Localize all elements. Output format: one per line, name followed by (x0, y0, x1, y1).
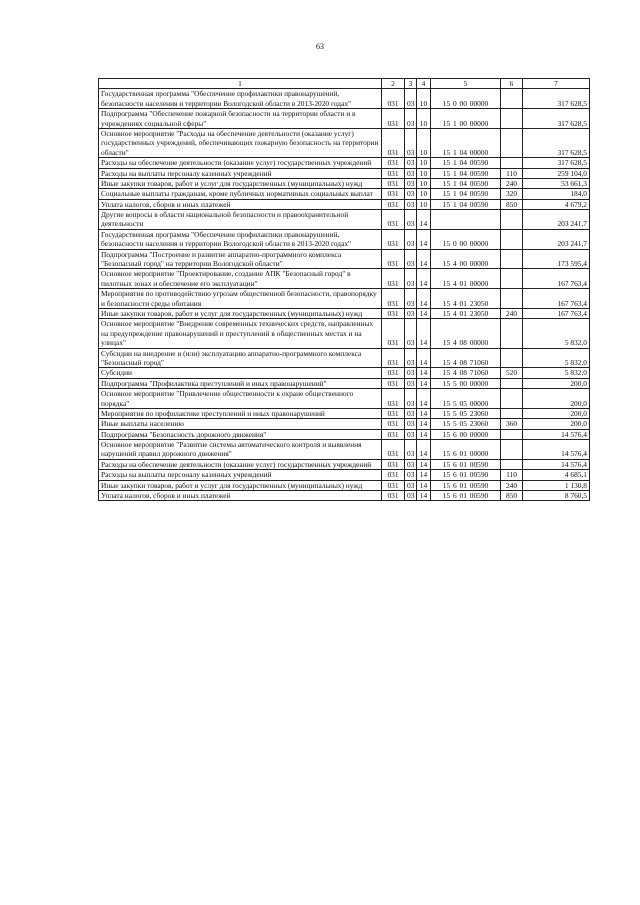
target-article-cell: 15 6 01 00590 (431, 470, 501, 480)
target-article-cell: 15 0 00 00000 (431, 229, 501, 249)
table-row (99, 199, 590, 209)
ministry-code-cell: 031 (382, 178, 405, 188)
table-row (99, 178, 590, 188)
subsection-code-cell: 14 (417, 429, 431, 439)
expense-type-cell (501, 210, 523, 230)
amount-cell: 173 595,4 (523, 249, 590, 269)
amount-cell: 167 763,4 (523, 289, 590, 309)
section-code-cell: 03 (405, 128, 417, 157)
header-cell: 6 (501, 79, 523, 89)
row-name-cell: Субсидии на внедрение и (или) эксплуатацию аппаратно-программного комплекса "Безопасный город" (99, 348, 382, 368)
target-article-cell: 15 1 00 00000 (431, 109, 501, 129)
section-code-cell: 03 (405, 89, 417, 109)
section-code-cell: 03 (405, 408, 417, 418)
subsection-code-cell: 10 (417, 199, 431, 209)
row-name-cell: Иные закупки товаров, работ и услуг для государственных (муниципальных) нужд (99, 178, 382, 188)
section-code-cell: 03 (405, 189, 417, 199)
amount-cell: 317 628,5 (523, 109, 590, 129)
expense-type-cell (501, 378, 523, 388)
ministry-code-cell: 031 (382, 269, 405, 289)
subsection-code-cell: 14 (417, 210, 431, 230)
ministry-code-cell: 031 (382, 199, 405, 209)
target-article-cell (431, 210, 501, 230)
table-row (99, 348, 590, 368)
section-code-cell: 03 (405, 289, 417, 309)
amount-cell: 317 628,5 (523, 158, 590, 168)
table-row (99, 429, 590, 439)
table-row (99, 249, 590, 269)
target-article-cell: 15 5 05 23060 (431, 408, 501, 418)
section-code-cell: 03 (405, 249, 417, 269)
section-code-cell: 03 (405, 470, 417, 480)
expense-type-cell: 110 (501, 168, 523, 178)
table-row (99, 319, 590, 348)
subsection-code-cell: 14 (417, 408, 431, 418)
row-name-cell: Подпрограмма "Обеспечение пожарной безопасности на территории области и в учреждениях социальной сферы" (99, 109, 382, 129)
table-row (99, 368, 590, 378)
expense-type-cell: 850 (501, 199, 523, 209)
table-row (99, 440, 590, 460)
table-row (99, 189, 590, 199)
section-code-cell: 03 (405, 389, 417, 409)
expense-type-cell (501, 128, 523, 157)
ministry-code-cell: 031 (382, 348, 405, 368)
subsection-code-cell: 14 (417, 308, 431, 318)
row-name-cell: Подпрограмма "Профилактика преступлений и иных правонарушений" (99, 378, 382, 388)
target-article-cell: 15 1 04 00590 (431, 158, 501, 168)
table-row (99, 419, 590, 429)
amount-cell: 4 679,2 (523, 199, 590, 209)
expense-type-cell (501, 158, 523, 168)
subsection-code-cell: 14 (417, 289, 431, 309)
subsection-code-cell: 10 (417, 158, 431, 168)
target-article-cell: 15 6 01 00590 (431, 480, 501, 490)
table-row (99, 128, 590, 157)
row-name-cell: Расходы на обеспечение деятельности (оказание услуг) государственных учреждений (99, 158, 382, 168)
row-name-cell: Государственная программа "Обеспечение профилактики правонарушений, безопасности населения и территории Вологодской области в 2013-2020 годах" (99, 89, 382, 109)
subsection-code-cell: 14 (417, 368, 431, 378)
table-row (99, 408, 590, 418)
amount-cell: 5 832,0 (523, 348, 590, 368)
expense-type-cell (501, 269, 523, 289)
amount-cell: 14 576,4 (523, 440, 590, 460)
ministry-code-cell: 031 (382, 378, 405, 388)
target-article-cell: 15 1 04 00590 (431, 189, 501, 199)
subsection-code-cell: 10 (417, 189, 431, 199)
table-row (99, 109, 590, 129)
amount-cell: 1 130,8 (523, 480, 590, 490)
target-article-cell: 15 4 01 23050 (431, 308, 501, 318)
row-name-cell: Другие вопросы в области национальной безопасности и правоохранительной деятельности (99, 210, 382, 230)
ministry-code-cell: 031 (382, 319, 405, 348)
row-name-cell: Иные закупки товаров, работ и услуг для государственных (муниципальных) нужд (99, 308, 382, 318)
expense-type-cell: 240 (501, 480, 523, 490)
target-article-cell: 15 5 05 00000 (431, 389, 501, 409)
ministry-code-cell: 031 (382, 229, 405, 249)
table-row (99, 229, 590, 249)
subsection-code-cell: 14 (417, 269, 431, 289)
ministry-code-cell: 031 (382, 308, 405, 318)
amount-cell: 5 832,0 (523, 319, 590, 348)
section-code-cell: 03 (405, 459, 417, 469)
table-row (99, 308, 590, 318)
row-name-cell: Основное мероприятие "Привлечение общественности к охране общественного порядка" (99, 389, 382, 409)
amount-cell: 259 104,0 (523, 168, 590, 178)
target-article-cell: 15 5 00 00000 (431, 378, 501, 388)
ministry-code-cell: 031 (382, 189, 405, 199)
table-row (99, 480, 590, 490)
subsection-code-cell: 14 (417, 348, 431, 368)
row-name-cell: Иные закупки товаров, работ и услуг для государственных (муниципальных) нужд (99, 480, 382, 490)
header-cell: 2 (382, 79, 405, 89)
ministry-code-cell: 031 (382, 168, 405, 178)
row-name-cell: Уплата налогов, сборов и иных платежей (99, 491, 382, 501)
ministry-code-cell: 031 (382, 109, 405, 129)
header-cell: 5 (431, 79, 501, 89)
section-code-cell: 03 (405, 158, 417, 168)
table-row (99, 470, 590, 480)
amount-cell: 200,0 (523, 419, 590, 429)
subsection-code-cell: 14 (417, 440, 431, 460)
expense-type-cell (501, 319, 523, 348)
subsection-code-cell: 10 (417, 128, 431, 157)
section-code-cell: 03 (405, 368, 417, 378)
table-row (99, 168, 590, 178)
section-code-cell: 03 (405, 199, 417, 209)
section-code-cell: 03 (405, 348, 417, 368)
ministry-code-cell: 031 (382, 128, 405, 157)
target-article-cell: 15 0 00 00000 (431, 89, 501, 109)
amount-cell: 200,0 (523, 378, 590, 388)
row-name-cell: Основное мероприятие "Расходы на обеспечение деятельности (оказание услуг) государственных учреждений, обеспечивающих пожарную безопасность на территории области" (99, 128, 382, 157)
expense-type-cell: 360 (501, 419, 523, 429)
row-name-cell: Основное мероприятие "Развитие системы автоматического контроля и выявления нарушений правил дорожного движения" (99, 440, 382, 460)
expense-type-cell (501, 229, 523, 249)
section-code-cell: 03 (405, 491, 417, 501)
subsection-code-cell: 14 (417, 480, 431, 490)
row-name-cell: Подпрограмма "Безопасность дорожного движения" (99, 429, 382, 439)
amount-cell: 167 763,4 (523, 308, 590, 318)
table-header-row (99, 79, 590, 89)
section-code-cell: 03 (405, 269, 417, 289)
table-row (99, 459, 590, 469)
subsection-code-cell: 14 (417, 229, 431, 249)
header-cell: 3 (405, 79, 417, 89)
table-row (99, 289, 590, 309)
subsection-code-cell: 10 (417, 178, 431, 188)
section-code-cell: 03 (405, 210, 417, 230)
section-code-cell: 03 (405, 168, 417, 178)
ministry-code-cell: 031 (382, 389, 405, 409)
target-article-cell: 15 4 00 00000 (431, 249, 501, 269)
table-row (99, 89, 590, 109)
target-article-cell: 15 1 04 00590 (431, 168, 501, 178)
ministry-code-cell: 031 (382, 480, 405, 490)
target-article-cell: 15 4 01 00000 (431, 269, 501, 289)
subsection-code-cell: 10 (417, 168, 431, 178)
expense-type-cell (501, 408, 523, 418)
subsection-code-cell: 14 (417, 470, 431, 480)
target-article-cell: 15 1 04 00590 (431, 178, 501, 188)
section-code-cell: 03 (405, 319, 417, 348)
section-code-cell: 03 (405, 480, 417, 490)
subsection-code-cell: 14 (417, 378, 431, 388)
amount-cell: 4 685,1 (523, 470, 590, 480)
expense-type-cell (501, 440, 523, 460)
subsection-code-cell: 14 (417, 459, 431, 469)
subsection-code-cell: 10 (417, 89, 431, 109)
table-row (99, 269, 590, 289)
expense-type-cell (501, 348, 523, 368)
row-name-cell: Уплата налогов, сборов и иных платежей (99, 199, 382, 209)
target-article-cell: 15 4 01 23050 (431, 289, 501, 309)
amount-cell: 14 576,4 (523, 429, 590, 439)
table-row (99, 389, 590, 409)
row-name-cell: Основное мероприятие "Проектирование, создание АПК "Безопасный город" в пилотных зонах и обеспечение его эксплуатации" (99, 269, 382, 289)
subsection-code-cell: 14 (417, 249, 431, 269)
target-article-cell: 15 6 00 00000 (431, 429, 501, 439)
row-name-cell: Субсидии (99, 368, 382, 378)
target-article-cell: 15 6 01 00000 (431, 440, 501, 460)
ministry-code-cell: 031 (382, 249, 405, 269)
target-article-cell: 15 1 04 00000 (431, 128, 501, 157)
amount-cell: 203 241,7 (523, 210, 590, 230)
amount-cell: 53 661,3 (523, 178, 590, 188)
ministry-code-cell: 031 (382, 368, 405, 378)
table-body (99, 79, 590, 501)
subsection-code-cell: 14 (417, 491, 431, 501)
ministry-code-cell: 031 (382, 408, 405, 418)
row-name-cell: Государственная программа "Обеспечение профилактики правонарушений, безопасности населения и территории Вологодской области в 2013-2020 годах" (99, 229, 382, 249)
expense-type-cell (501, 459, 523, 469)
ministry-code-cell: 031 (382, 419, 405, 429)
amount-cell: 8 760,5 (523, 491, 590, 501)
target-article-cell: 15 1 04 00590 (431, 199, 501, 209)
expense-type-cell: 520 (501, 368, 523, 378)
header-cell: 4 (417, 79, 431, 89)
ministry-code-cell: 031 (382, 440, 405, 460)
expense-type-cell (501, 109, 523, 129)
ministry-code-cell: 031 (382, 459, 405, 469)
subsection-code-cell: 14 (417, 419, 431, 429)
target-article-cell: 15 6 01 00590 (431, 459, 501, 469)
row-name-cell: Иные выплаты населению (99, 419, 382, 429)
budget-table (98, 78, 590, 501)
expense-type-cell (501, 429, 523, 439)
table-row (99, 378, 590, 388)
row-name-cell: Социальные выплаты гражданам, кроме публичных нормативных социальных выплат (99, 189, 382, 199)
section-code-cell: 03 (405, 109, 417, 129)
amount-cell: 184,0 (523, 189, 590, 199)
expense-type-cell: 320 (501, 189, 523, 199)
target-article-cell: 15 4 08 71060 (431, 348, 501, 368)
amount-cell: 200,0 (523, 408, 590, 418)
amount-cell: 203 241,7 (523, 229, 590, 249)
table-row (99, 491, 590, 501)
header-cell: 1 (99, 79, 382, 89)
amount-cell: 200,0 (523, 389, 590, 409)
ministry-code-cell: 031 (382, 429, 405, 439)
ministry-code-cell: 031 (382, 210, 405, 230)
target-article-cell: 15 4 08 71060 (431, 368, 501, 378)
table-row (99, 158, 590, 168)
expense-type-cell: 240 (501, 178, 523, 188)
row-name-cell: Мероприятия по профилактике преступлений и иных правонарушений (99, 408, 382, 418)
target-article-cell: 15 5 05 23060 (431, 419, 501, 429)
section-code-cell: 03 (405, 440, 417, 460)
expense-type-cell: 110 (501, 470, 523, 480)
expense-type-cell (501, 249, 523, 269)
ministry-code-cell: 031 (382, 289, 405, 309)
section-code-cell: 03 (405, 178, 417, 188)
subsection-code-cell: 14 (417, 389, 431, 409)
ministry-code-cell: 031 (382, 491, 405, 501)
subsection-code-cell: 10 (417, 109, 431, 129)
amount-cell: 167 763,4 (523, 269, 590, 289)
amount-cell: 14 576,4 (523, 459, 590, 469)
row-name-cell: Расходы на обеспечение деятельности (оказание услуг) государственных учреждений (99, 459, 382, 469)
amount-cell: 317 628,5 (523, 128, 590, 157)
target-article-cell: 15 4 08 00000 (431, 319, 501, 348)
table-row (99, 210, 590, 230)
row-name-cell: Расходы на выплаты персоналу казенных учреждений (99, 470, 382, 480)
page-number: 63 (316, 42, 324, 51)
expense-type-cell: 850 (501, 491, 523, 501)
row-name-cell: Мероприятия по противодействию угрозам общественной безопасности, правопорядку и безопасности среды обитания (99, 289, 382, 309)
section-code-cell: 03 (405, 229, 417, 249)
section-code-cell: 03 (405, 419, 417, 429)
ministry-code-cell: 031 (382, 470, 405, 480)
target-article-cell: 15 6 01 00590 (431, 491, 501, 501)
expense-type-cell (501, 89, 523, 109)
row-name-cell: Подпрограмма "Построение и развитие аппаратно-программного комплекса "Безопасный город" на территории Вологодской области" (99, 249, 382, 269)
section-code-cell: 03 (405, 378, 417, 388)
expense-type-cell (501, 289, 523, 309)
row-name-cell: Расходы на выплаты персоналу казенных учреждений (99, 168, 382, 178)
section-code-cell: 03 (405, 308, 417, 318)
section-code-cell: 03 (405, 429, 417, 439)
row-name-cell: Основное мероприятие "Внедрение современных технических средств, направленных на предупреждение правонарушений и преступлений в общественных местах и на улицах" (99, 319, 382, 348)
amount-cell: 5 832,0 (523, 368, 590, 378)
header-cell: 7 (523, 79, 590, 89)
expense-type-cell (501, 389, 523, 409)
ministry-code-cell: 031 (382, 158, 405, 168)
subsection-code-cell: 14 (417, 319, 431, 348)
ministry-code-cell: 031 (382, 89, 405, 109)
amount-cell: 317 628,5 (523, 89, 590, 109)
expense-type-cell: 240 (501, 308, 523, 318)
